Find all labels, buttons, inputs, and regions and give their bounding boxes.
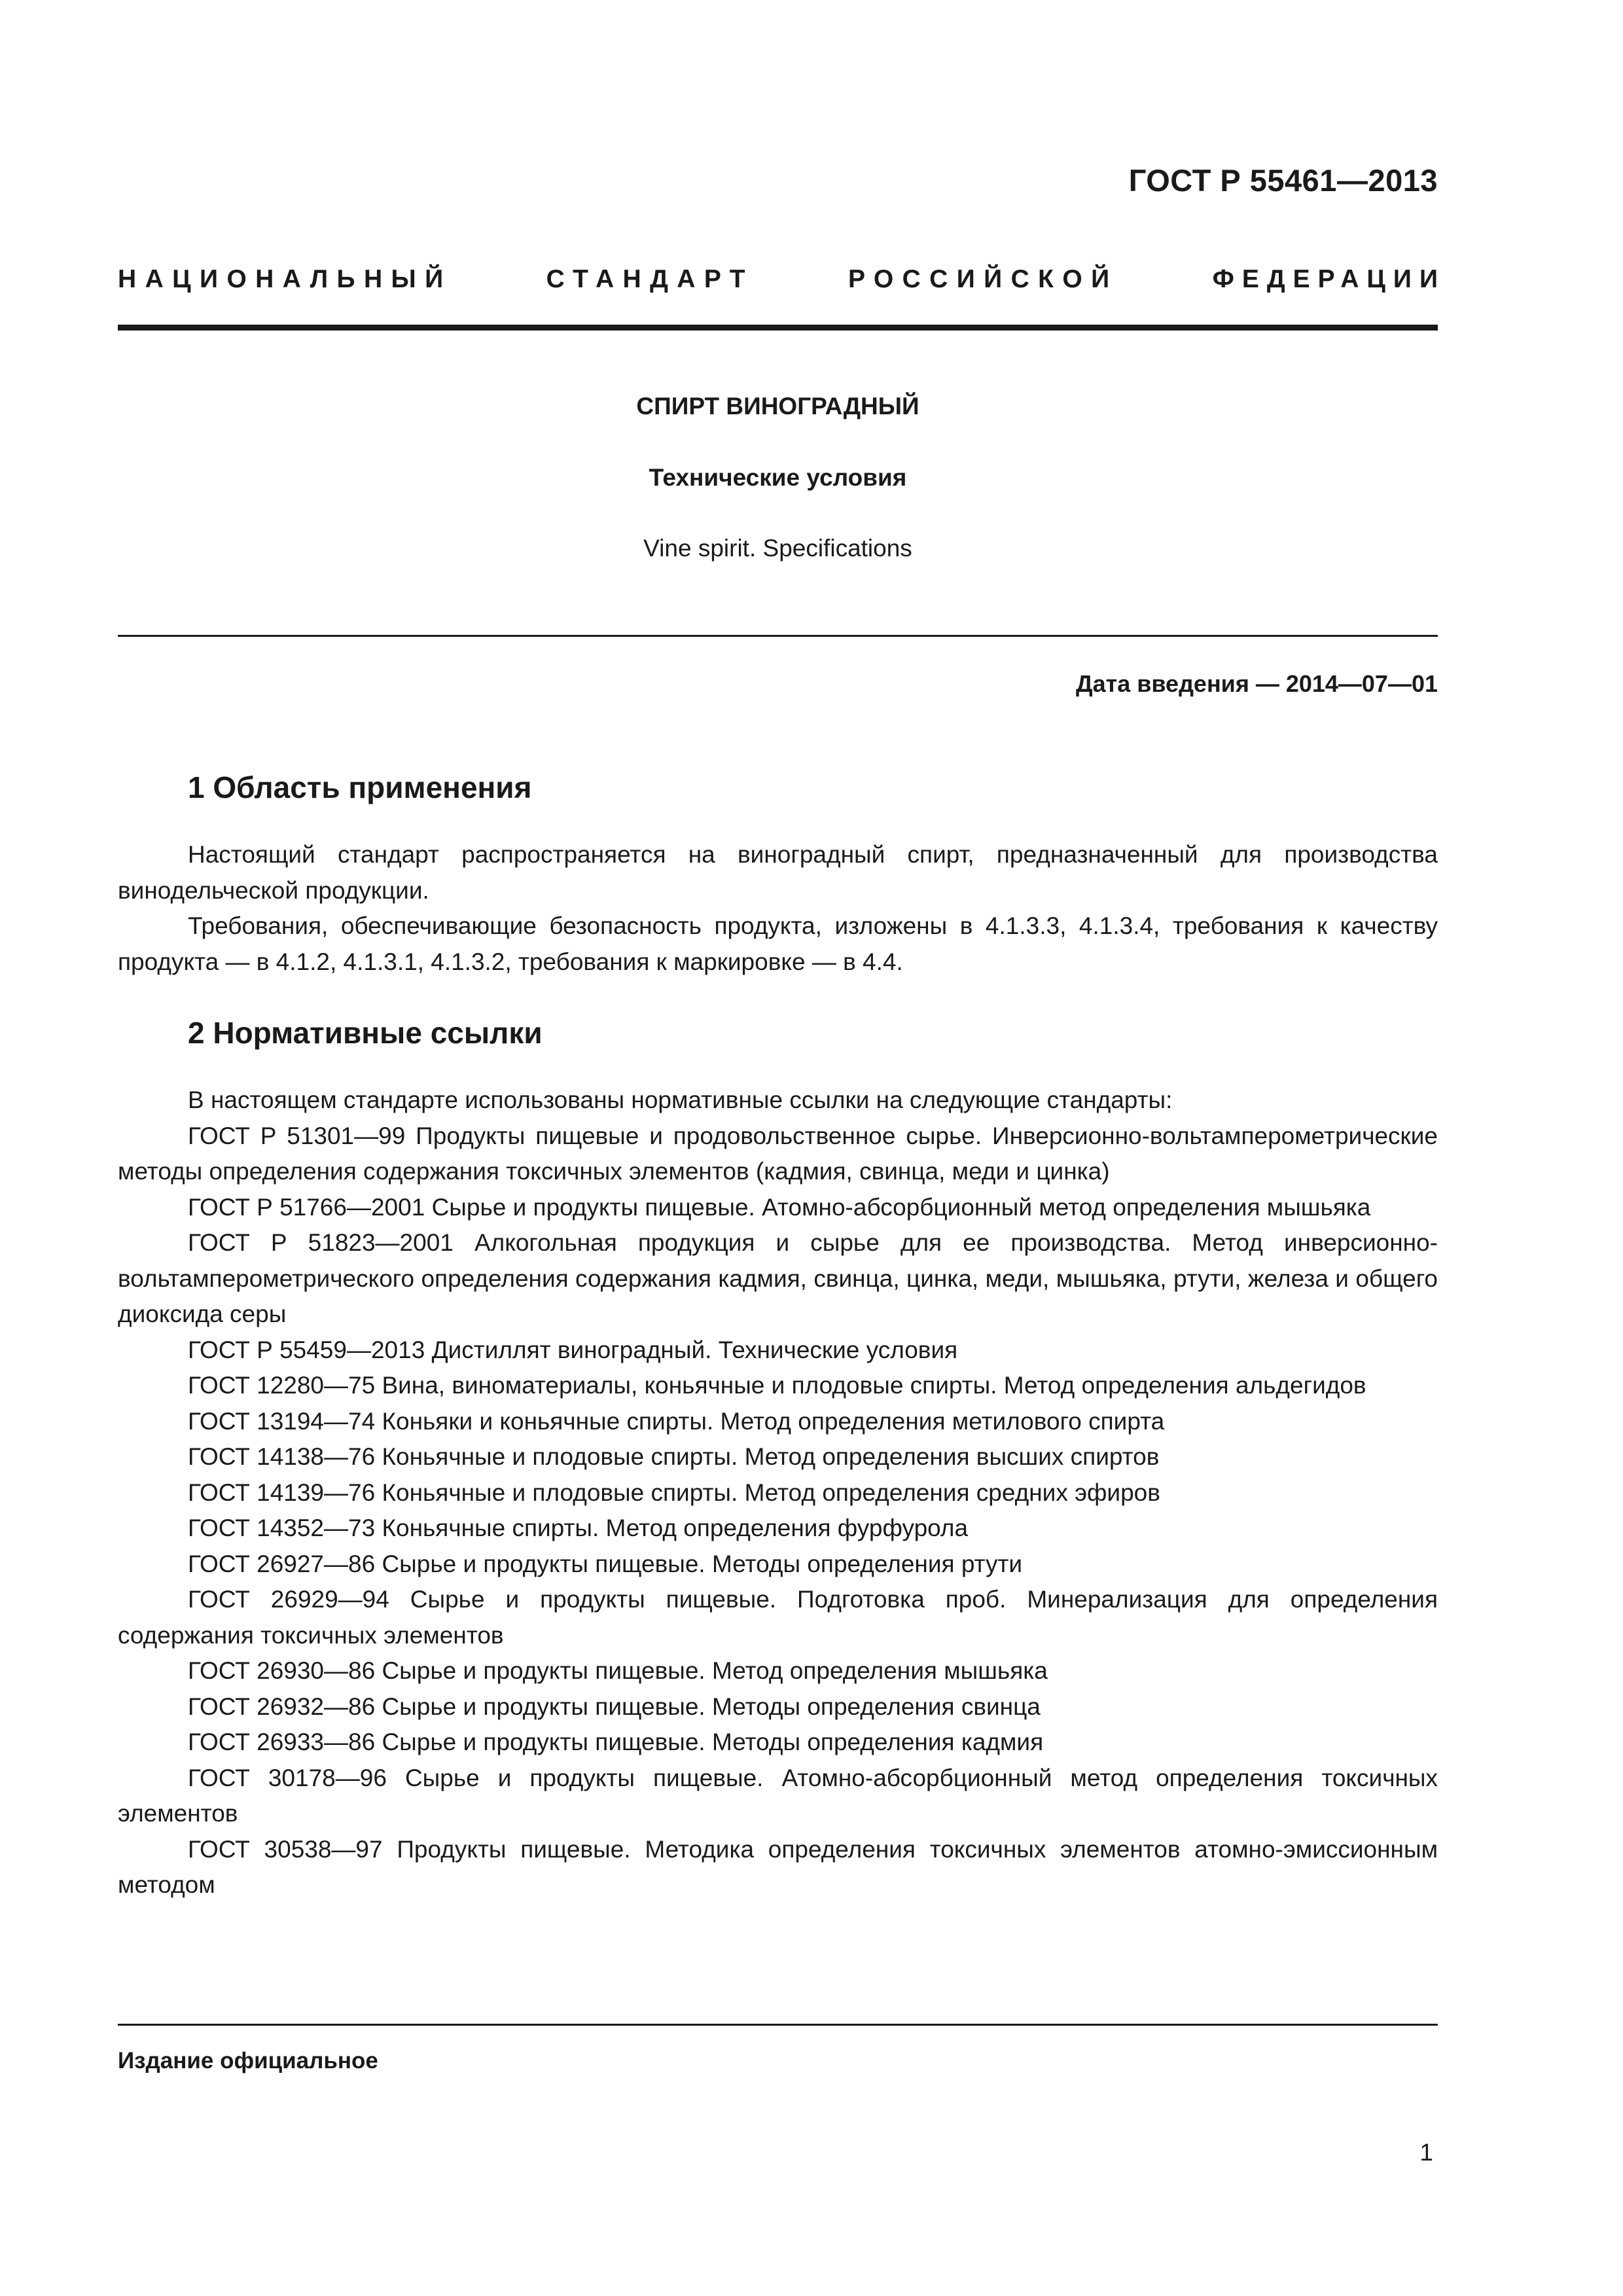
reference-item bbox=[118, 1368, 1438, 1404]
reference-list bbox=[118, 1119, 1438, 1903]
reference-code: ГОСТ 14139—76 bbox=[188, 1479, 376, 1506]
document-subtitle: Технические условия bbox=[649, 464, 907, 491]
reference-code: ГОСТ 26930—86 bbox=[188, 1657, 376, 1684]
reference-title: Алкогольная продукция и сырье для ее производства. Метод инверсионно-вольтамперометрического определения содержания кадмия, свинца, цинка, меди, мышьяка, ртути, железа и общего диоксида серы bbox=[118, 1229, 1438, 1327]
reference-item bbox=[118, 1475, 1438, 1511]
reference-title: Продукты пищевые и продовольственное сырье. Инверсионно-вольтамперометрические методы определения содержания токсичных элементов (кадмия, свинца, меди и цинка) bbox=[118, 1122, 1438, 1185]
reference-item bbox=[118, 1404, 1438, 1440]
reference-item bbox=[118, 1333, 1438, 1369]
reference-code: ГОСТ Р 51766—2001 bbox=[188, 1193, 425, 1221]
banner-word: НАЦИОНАЛЬНЫЙ bbox=[118, 265, 452, 293]
reference-code: ГОСТ 26929—94 bbox=[188, 1586, 389, 1613]
reference-item bbox=[118, 1582, 1438, 1653]
reference-code: ГОСТ 26932—86 bbox=[188, 1693, 376, 1720]
reference-item bbox=[118, 1547, 1438, 1583]
reference-code: ГОСТ Р 51823—2001 bbox=[188, 1229, 454, 1256]
reference-item bbox=[118, 1761, 1438, 1832]
footer-divider bbox=[118, 2024, 1438, 2026]
reference-title: Вина, виноматериалы, коньячные и плодовые спирты. Метод определения альдегидов bbox=[382, 1372, 1366, 1399]
introduction-date: Дата введения — 2014—07—01 bbox=[1075, 670, 1438, 697]
reference-code: ГОСТ Р 51301—99 bbox=[188, 1122, 406, 1149]
section-1-heading: 1 Область применения bbox=[188, 770, 532, 804]
reference-item bbox=[118, 1832, 1438, 1903]
reference-title: Сырье и продукты пищевые. Методы определения ртути bbox=[382, 1550, 1023, 1577]
reference-title: Сырье и продукты пищевые. Подготовка проб. Минерализация для определения содержания токсичных элементов bbox=[118, 1586, 1438, 1649]
reference-code: ГОСТ Р 55459—2013 bbox=[188, 1336, 425, 1363]
section-1-body bbox=[118, 837, 1438, 980]
paragraph: Настоящий стандарт распространяется на виноградный спирт, предназначенный для производства винодельческой продукции. bbox=[118, 841, 1438, 904]
reference-title: Дистиллят виноградный. Технические условия bbox=[431, 1336, 958, 1363]
banner-word: СТАНДАРТ bbox=[546, 265, 754, 293]
reference-title: Сырье и продукты пищевые. Методы определения свинца bbox=[382, 1693, 1041, 1720]
reference-title: Продукты пищевые. Методика определения токсичных элементов атомно-эмиссионным методом bbox=[118, 1835, 1438, 1898]
reference-code: ГОСТ 14352—73 bbox=[188, 1515, 376, 1541]
document-title: СПИРТ ВИНОГРАДНЫЙ bbox=[636, 393, 919, 420]
references-intro: В настоящем стандарте использованы нормативные ссылки на следующие стандарты: bbox=[188, 1086, 1173, 1113]
reference-title: Сырье и продукты пищевые. Методы определения кадмия bbox=[382, 1729, 1044, 1755]
section-2-heading: 2 Нормативные ссылки bbox=[188, 1016, 543, 1050]
banner-word: РОССИЙСКОЙ bbox=[847, 265, 1118, 293]
reference-code: ГОСТ 14138—76 bbox=[188, 1443, 376, 1470]
reference-item bbox=[118, 1725, 1438, 1761]
title-divider bbox=[118, 635, 1438, 637]
reference-title: Сырье и продукты пищевые. Атомно-абсорбционный метод определения мышьяка bbox=[431, 1193, 1371, 1221]
paragraph: Требования, обеспечивающие безопасность продукта, изложены в 4.1.3.3, 4.1.3.4, требования к качеству продукта — в 4.1.2, 4.1.3.1, 4.1.3.2, требования к маркировке — в 4.4. bbox=[118, 912, 1438, 975]
header-divider bbox=[118, 325, 1438, 331]
banner-word: ФЕДЕРАЦИИ bbox=[1212, 265, 1446, 293]
reference-code: ГОСТ 26927—86 bbox=[188, 1550, 376, 1577]
reference-item bbox=[118, 1511, 1438, 1547]
edition-label: Издание официальное bbox=[118, 2048, 378, 2073]
reference-item bbox=[118, 1439, 1438, 1475]
reference-code: ГОСТ 30178—96 bbox=[188, 1764, 387, 1791]
reference-item bbox=[118, 1225, 1438, 1333]
reference-item bbox=[118, 1689, 1438, 1725]
reference-code: ГОСТ 30538—97 bbox=[188, 1835, 383, 1863]
reference-code: ГОСТ 26933—86 bbox=[188, 1729, 376, 1755]
reference-title: Коньячные спирты. Метод определения фурфурола bbox=[382, 1515, 969, 1541]
page-number: 1 bbox=[1419, 2139, 1433, 2166]
reference-code: ГОСТ 12280—75 bbox=[188, 1372, 376, 1399]
reference-title: Сырье и продукты пищевые. Атомно-абсорбционный метод определения токсичных элементов bbox=[118, 1764, 1438, 1827]
reference-code: ГОСТ 13194—74 bbox=[188, 1407, 376, 1435]
reference-item bbox=[118, 1653, 1438, 1689]
reference-title: Коньячные и плодовые спирты. Метод определения средних эфиров bbox=[382, 1479, 1160, 1506]
reference-title: Коньяки и коньячные спирты. Метод определения метилового спирта bbox=[382, 1407, 1165, 1435]
reference-title: Коньячные и плодовые спирты. Метод определения высших спиртов bbox=[382, 1443, 1160, 1470]
national-standard-banner bbox=[118, 265, 1446, 294]
reference-item bbox=[118, 1119, 1438, 1190]
reference-item bbox=[118, 1190, 1438, 1226]
english-title: Vine spirit. Specifications bbox=[643, 535, 912, 562]
document-code: ГОСТ Р 55461—2013 bbox=[1128, 163, 1438, 198]
reference-title: Сырье и продукты пищевые. Метод определения мышьяка bbox=[382, 1657, 1048, 1684]
section-2-body bbox=[118, 1083, 1438, 1903]
